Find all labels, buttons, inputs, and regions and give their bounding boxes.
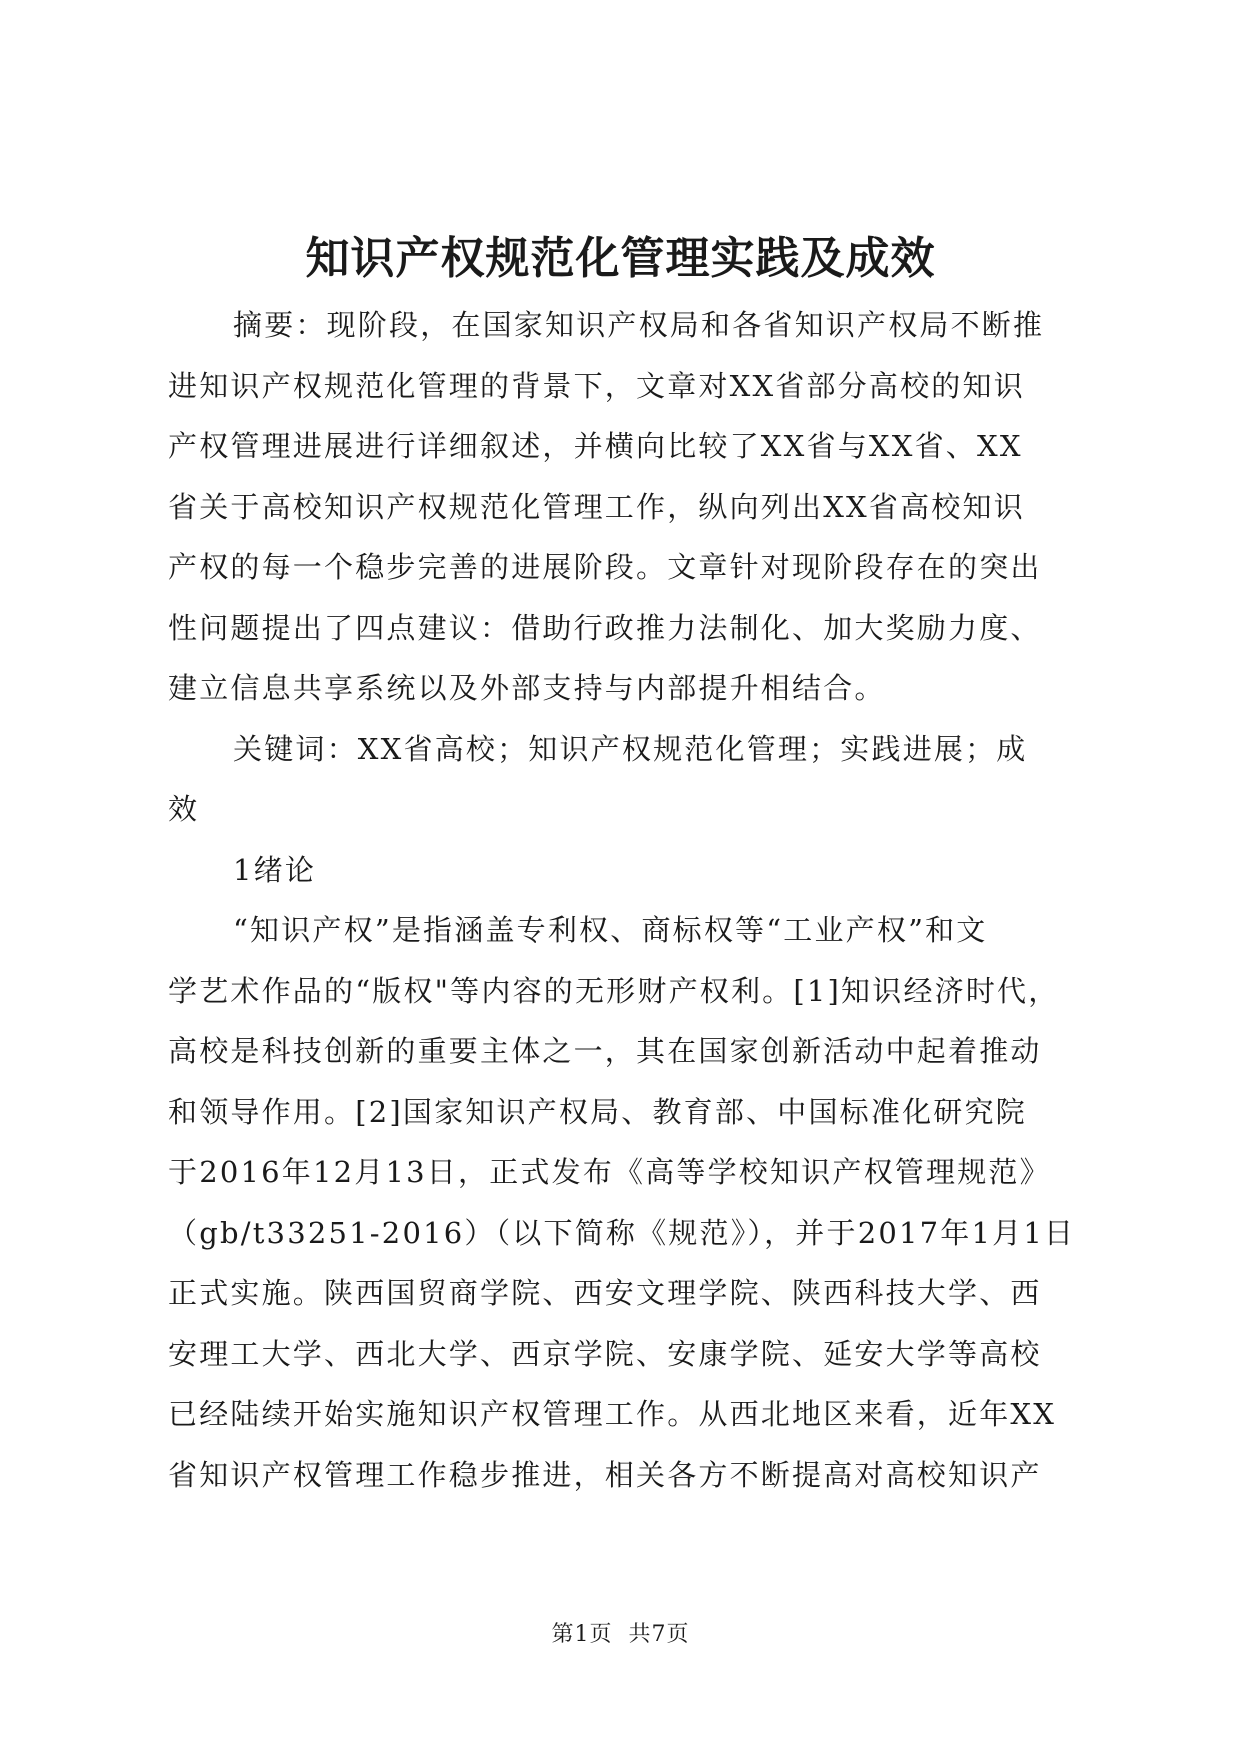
text-line: 1绪论 <box>233 852 317 887</box>
text-line: 建立信息共享系统以及外部支持与内部提升相结合。 <box>168 671 886 705</box>
text-line: 产权的每一个稳步完善的进展阶段。文章针对现阶段存在的突出 <box>168 550 1042 584</box>
text-line: 省知识产权管理工作稳步推进，相关各方不断提高对高校知识产 <box>168 1457 1042 1492</box>
text-line: 关键词：XX省高校；知识产权规范化管理；实践进展；成 <box>233 731 1028 766</box>
document-body <box>168 295 1080 1505</box>
page-footer <box>0 1617 1241 1648</box>
text-line: 省关于高校知识产权规范化管理工作，纵向列出XX省高校知识 <box>168 489 1025 524</box>
text-line: （gb/t33251-2016）（以下简称《规范》），并于2017年1月1日 <box>168 1215 1076 1250</box>
text-line: 学艺术作品的“版权"等内容的无形财产权利。[1]知识经济时代， <box>168 973 1060 1008</box>
text-line: 效 <box>168 792 200 826</box>
page-number-current: 第1页 <box>551 1622 613 1647</box>
text-line: “知识产权”是指涵盖专利权、商标权等“工业产权”和文 <box>233 913 988 947</box>
text-line: 产权管理进展进行详细叙述，并横向比较了XX省与XX省、XX <box>168 429 1023 463</box>
text-line: 性问题提出了四点建议：借助行政推力法制化、加大奖励力度、 <box>168 610 1042 645</box>
text-line: 安理工大学、西北大学、西京学院、安康学院、延安大学等高校 <box>168 1336 1042 1371</box>
text-line: 进知识产权规范化管理的背景下，文章对XX省部分高校的知识 <box>168 368 1025 403</box>
text-line: 高校是科技创新的重要主体之一，其在国家创新活动中起着推动 <box>168 1034 1042 1068</box>
text-line: 正式实施。陕西国贸商学院、西安文理学院、陕西科技大学、西 <box>168 1276 1042 1310</box>
document-title: 知识产权规范化管理实践及成效 <box>305 233 936 284</box>
text-line: 已经陆续开始实施知识产权管理工作。从西北地区来看，近年XX <box>168 1397 1057 1431</box>
text-line: 摘要：现阶段，在国家知识产权局和各省知识产权局不断推 <box>233 308 1045 342</box>
text-line: 和领导作用。[2]国家知识产权局、教育部、中国标准化研究院 <box>168 1094 1027 1129</box>
text-line: 于2016年12月13日，正式发布《高等学校知识产权管理规范》 <box>168 1155 1051 1189</box>
page-number-total: 共7页 <box>628 1622 690 1647</box>
